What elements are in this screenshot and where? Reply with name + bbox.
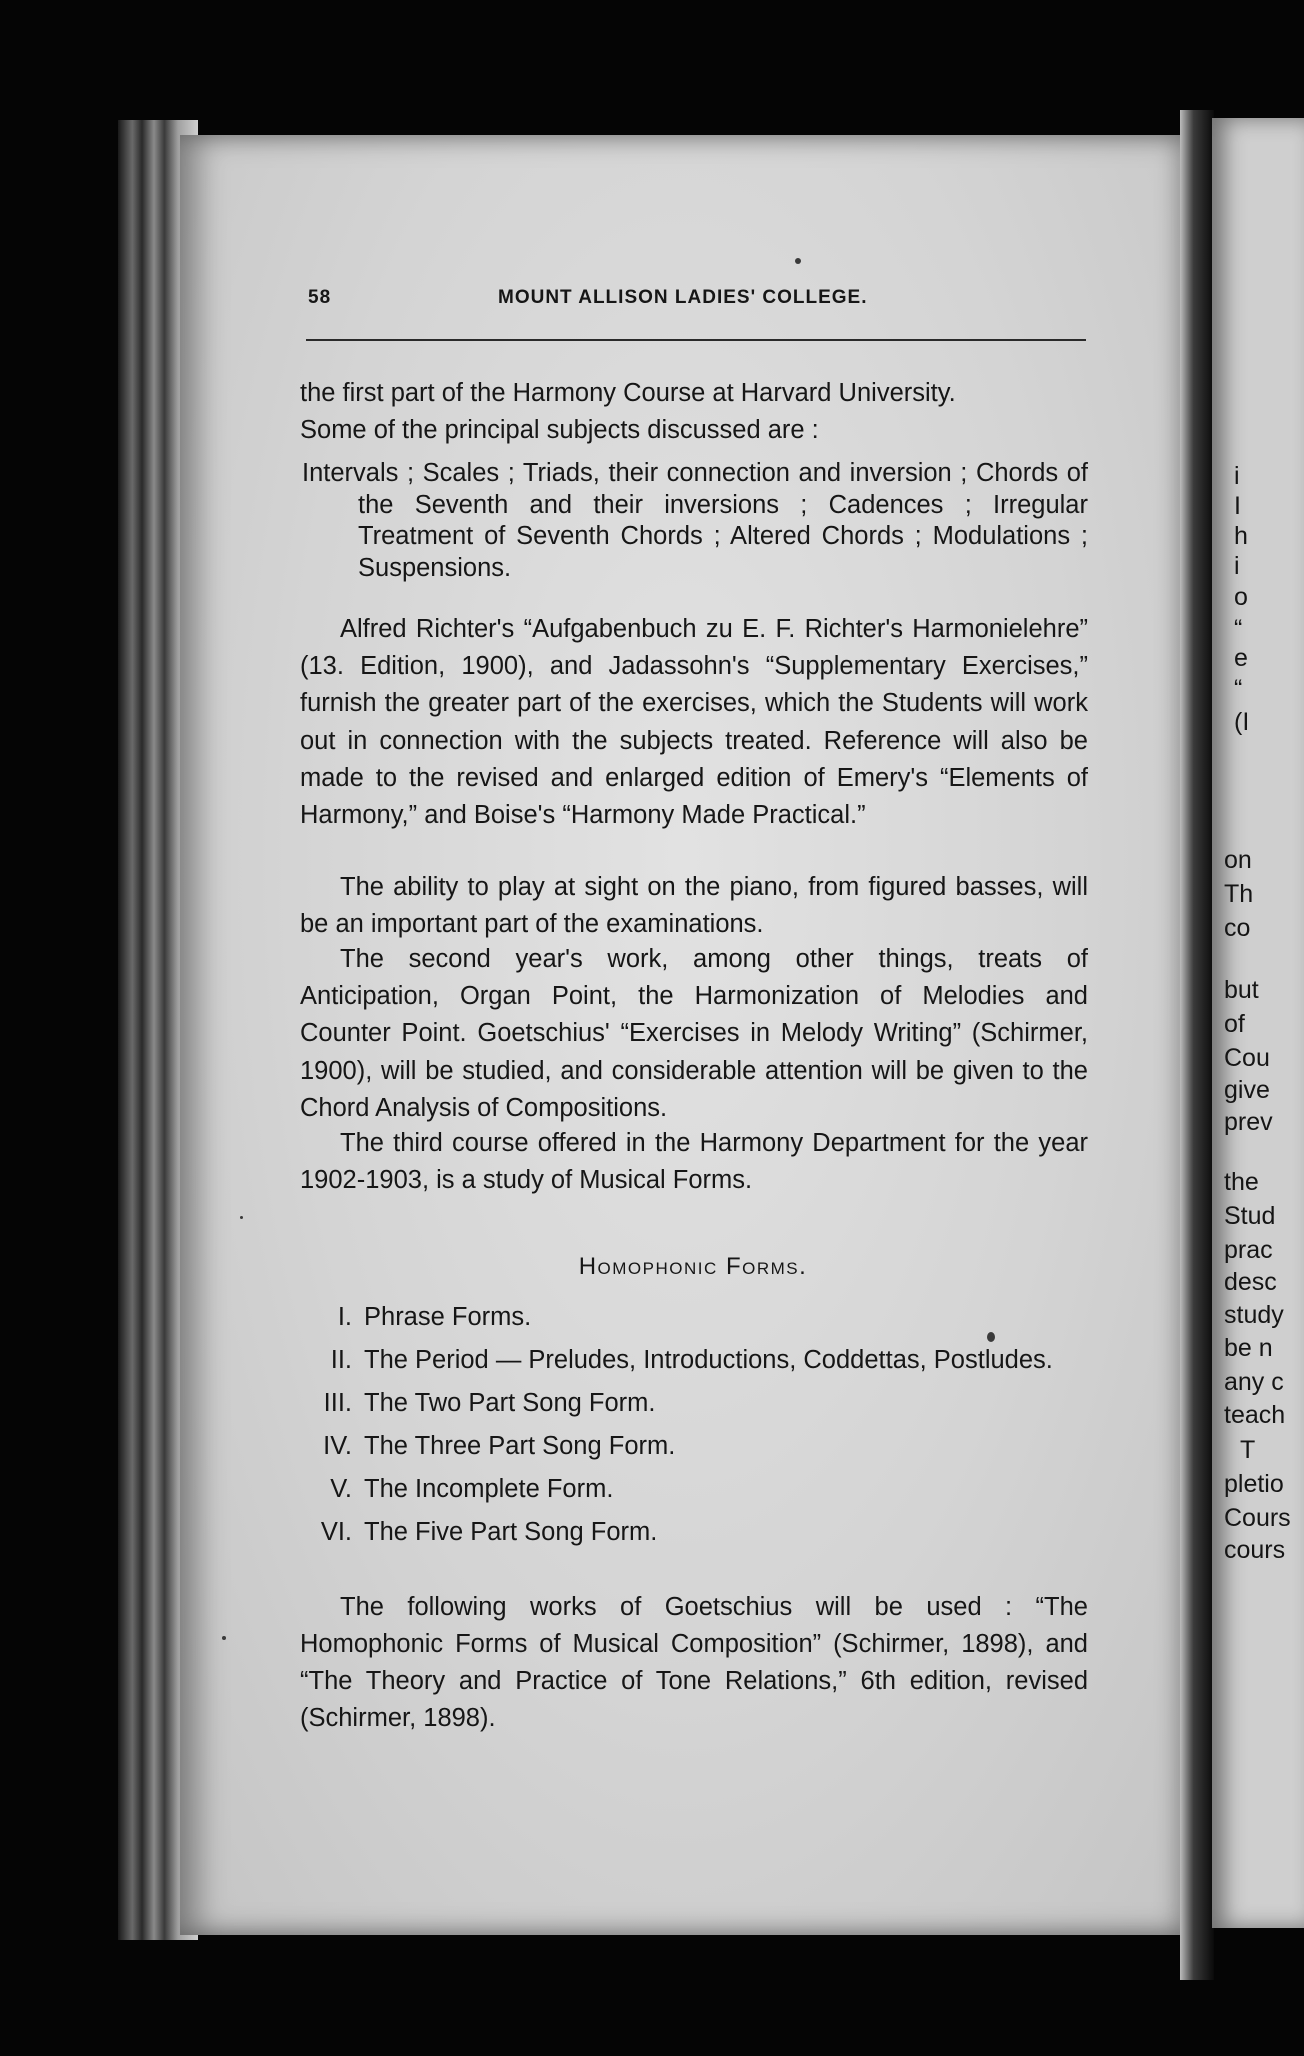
second-year-paragraph: The second year's work, among other things, treats of Anticipation, Organ Point, the Harmonization of Melodies and Counter Point. Goetschius' “Exercises in Melody Writing” (Schirmer, 1900), will be studied, and considerable attention will be given to the Chord Analysis of Compositions. <box>300 945 1088 1122</box>
header-rule <box>306 339 1086 341</box>
facing-page-fragment: (I <box>1234 708 1250 736</box>
facing-page-fragment: co <box>1224 914 1251 942</box>
facing-page-fragment: be n <box>1224 1334 1273 1362</box>
facing-page-fragment: prac <box>1224 1236 1273 1264</box>
list-item <box>298 1382 1098 1425</box>
forms-list <box>298 1296 1098 1554</box>
list-item-text: Phrase Forms. <box>364 1303 532 1331</box>
facing-page-fragment: pletio <box>1224 1470 1284 1498</box>
third-course-paragraph: The third course offered in the Harmony Department for the year 1902-1903, is a study of Musical Forms. <box>300 1129 1088 1194</box>
list-item-number: II. <box>330 1346 352 1374</box>
goetschius-paragraph: The following works of Goetschius will be used : “The Homophonic Forms of Musical Composition” (Schirmer, 1898), and “The Theory and Practice of Tone Relations,” 6th edition, revised (Schirmer, 1898). <box>300 1593 1088 1732</box>
facing-page-fragment: I <box>1234 492 1241 520</box>
list-item-number: I. <box>337 1303 352 1331</box>
facing-page-fragment: h <box>1234 522 1248 550</box>
facing-page-fragment: Stud <box>1224 1202 1276 1230</box>
facing-page-fragment: teach <box>1224 1401 1286 1429</box>
subjects-list-paragraph: Intervals ; Scales ; Triads, their connection and inversion ; Chords of the Seventh and their inversions ; Cadences ; Irregular Treatment of Seventh Chords ; Altered Chords ; Modulations ; Suspensions. <box>302 459 1088 582</box>
facing-page-fragment: “ <box>1234 615 1243 643</box>
facing-page-fragment: study <box>1224 1301 1284 1329</box>
section-heading: Homophonic Forms. <box>578 1253 808 1280</box>
facing-page-fragment: o <box>1234 583 1248 611</box>
facing-page-fragment: prev <box>1224 1108 1273 1136</box>
list-item <box>298 1511 1098 1554</box>
list-item-text: The Five Part Song Form. <box>364 1518 658 1546</box>
list-item-number: VI. <box>320 1518 352 1546</box>
list-item-number: III. <box>323 1389 352 1417</box>
list-item <box>298 1425 1098 1468</box>
running-head-title: MOUNT ALLISON LADIES' COLLEGE. <box>498 287 868 308</box>
facing-page-fragment: the <box>1224 1168 1259 1196</box>
facing-page-fragment: of <box>1224 1010 1245 1038</box>
facing-page-fragment: Th <box>1224 880 1254 908</box>
intro-line: the first part of the Harmony Course at Harvard University. <box>300 379 956 407</box>
richter-paragraph: Alfred Richter's “Aufgabenbuch zu E. F. Richter's Harmonielehre” (13. Edition, 1900), and Jadassohn's “Supplementary Exercises,” furnish the greater part of the exercises, which the Students will work out in connection with the subjects treated. Reference will also be made to the revised and enlarged edition of Emery's “Elements of Harmony,” and Boise's “Harmony Made Practical.” <box>300 615 1088 830</box>
facing-page-fragment: e <box>1234 644 1248 672</box>
facing-page-fragment: give <box>1224 1076 1270 1104</box>
intro-paragraph <box>300 375 1088 449</box>
list-item-text: The Incomplete Form. <box>364 1475 614 1503</box>
facing-page-fragment: Cours <box>1224 1504 1291 1532</box>
list-item <box>298 1296 1098 1339</box>
facing-page-fragment: T <box>1240 1436 1256 1464</box>
ability-paragraph: The ability to play at sight on the piano, from figured basses, will be an important part of the examinations. <box>300 873 1088 938</box>
list-item-number: V. <box>330 1475 352 1503</box>
list-item-text: The Period — Preludes, Introductions, Coddettas, Postludes. <box>364 1346 1053 1374</box>
facing-page-fragment: Cou <box>1224 1044 1270 1072</box>
book-gutter <box>1180 110 1214 1980</box>
facing-page-fragment: i <box>1234 462 1240 490</box>
facing-page-fragment: “ <box>1234 675 1243 703</box>
list-item-number: IV. <box>323 1432 352 1460</box>
intro-line: Some of the principal subjects discussed are : <box>300 416 819 444</box>
list-item <box>298 1468 1098 1511</box>
running-head <box>308 287 1084 321</box>
page-number: 58 <box>308 287 332 308</box>
facing-page-fragment: but <box>1224 976 1259 1004</box>
facing-page-fragment: desc <box>1224 1268 1277 1296</box>
facing-page-fragment: on <box>1224 846 1252 874</box>
list-item <box>298 1339 1098 1382</box>
facing-page <box>1212 118 1304 1928</box>
facing-page-fragment: i <box>1234 552 1240 580</box>
list-item-text: The Three Part Song Form. <box>364 1432 676 1460</box>
facing-page-fragment: any c <box>1224 1368 1284 1396</box>
facing-page-fragment: cours <box>1224 1536 1286 1564</box>
list-item-text: The Two Part Song Form. <box>364 1389 656 1417</box>
